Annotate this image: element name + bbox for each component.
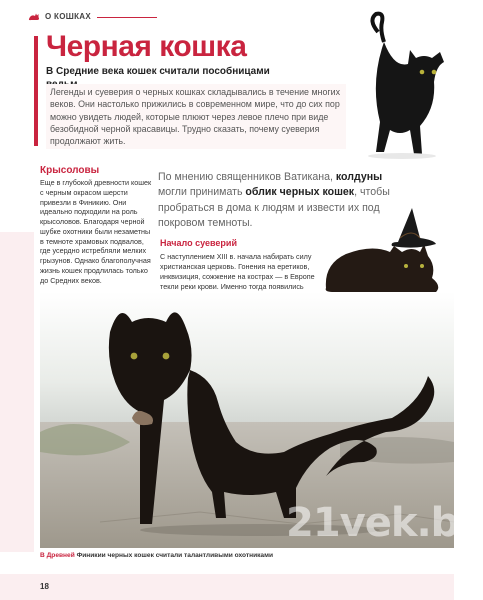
black-cat-image bbox=[350, 12, 454, 162]
photo-caption bbox=[40, 552, 273, 559]
article-intro: Легенды и суеверия о черных кошках складывались в течение многих веков. Они настолько прижились в современном мире, что до сих пор можно увидеть людей, которые плюют через левое плечо при виде безобидной черной красавицы. Трудно сказать, почему суеверия продолжают жить. bbox=[46, 84, 346, 149]
article-title: Черная кошка bbox=[46, 30, 247, 63]
quote-bold: колдуны bbox=[335, 171, 383, 183]
quote-part: По мнению священников Ватикана, bbox=[158, 171, 336, 183]
section-text-narrow: С наступлением XIII в. начала набирать силу христианская церковь. Гонения на еретиков, инквизиция, сожжение на кострах — в Европе текли реки крови. Именно тогда появились bbox=[160, 252, 315, 291]
cat-icon bbox=[28, 12, 41, 21]
article-subtitle: В Средние века кошек считали пособницами bbox=[46, 66, 270, 77]
quote-part: могли принимать bbox=[158, 186, 246, 199]
quote-bold: облик черных кошек bbox=[245, 186, 355, 199]
caption-text: Финикии черных кошек считали талантливыми охотниками bbox=[74, 552, 274, 559]
section-label: О КОШКАХ bbox=[45, 12, 91, 21]
quote-part: , чтобы пробраться в дома к людям и извести их под покровом темноты. bbox=[158, 186, 390, 230]
section-tag bbox=[28, 12, 157, 21]
watermark: 21vek.by bbox=[286, 500, 483, 546]
page-number: 18 bbox=[40, 582, 49, 591]
section-heading: Начало суеверий bbox=[160, 238, 237, 248]
left-margin-band bbox=[0, 232, 34, 552]
caption-highlight: В Древней bbox=[40, 552, 75, 559]
sidebar-heading: Крысоловы bbox=[40, 165, 100, 176]
sidebar-text: Еще в глубокой древности кошек с черным окрасом шерсти привезли в Финикию. Они идеально подходили на роль крысоловов. Благодаря черной шубке охотники были незаметны в темноте храмовых подвалов, где усердно истребляли мелких грызунов. Однако благополучная жизнь кошек продлилась только до Средних веков. bbox=[40, 178, 152, 285]
section-rule bbox=[97, 17, 157, 18]
footer-band bbox=[0, 574, 454, 600]
title-accent-bar bbox=[34, 36, 38, 146]
